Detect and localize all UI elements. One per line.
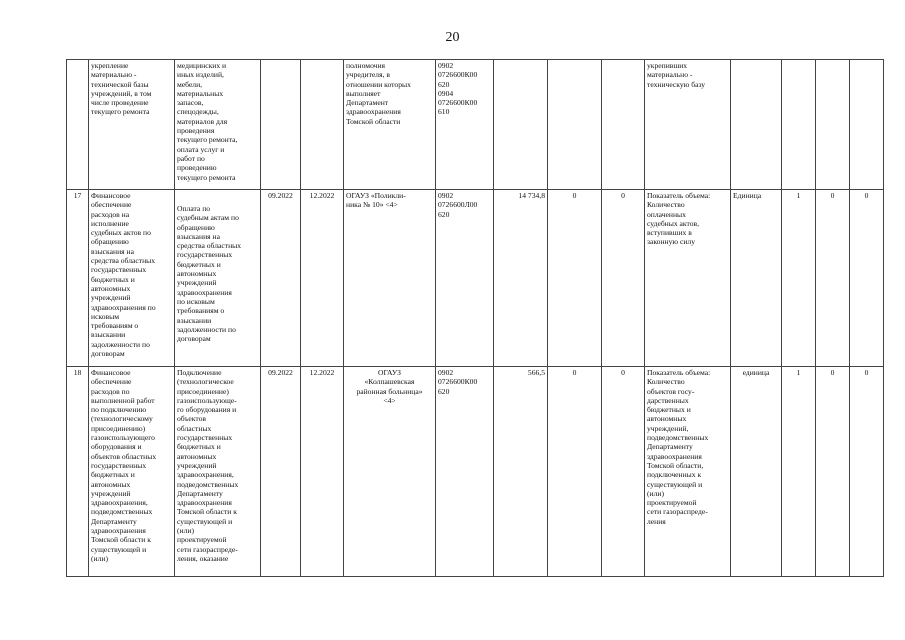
funding-year1-cell: 566,5 (494, 367, 548, 577)
budget-code-cell: 0902 0726600К00 620 0904 0726600К00 610 (436, 60, 494, 190)
indicator-year3-cell: 0 (850, 190, 884, 367)
funding-year1-cell: 14 734,8 (494, 190, 548, 367)
funding-year3-cell: 0 (602, 190, 645, 367)
indicator-year3-cell: 0 (850, 367, 884, 577)
indicator-year2-cell (816, 60, 850, 190)
budget-code-cell: 0902 0726600Л00 620 (436, 190, 494, 367)
funding-year2-cell (548, 60, 602, 190)
indicator-cell: Показатель объема: Количество объектов госу- дарственных бюджетных и автономных учреждений, подведомственных Департаменту здравоохранения Томской области, подключенных к существующей и (или) проектируемой сети газораспреде- ления (645, 367, 731, 577)
activity-description-cell: Подключение (технологическое присоединение) газоиспользующе- го оборудования и объектов областных государственных бюджетных и автономных учреждений здравоохранения, подведомственных Департаменту здравоохранения Томской области к существующей и (или) проектируемой сети газораспреде- ления, оказание (175, 367, 261, 577)
executor-cell: ОГАУЗ «Колпашевская районная больница» <4> (344, 367, 436, 577)
activity-name-cell: укрепление материально - технической базы учреждений, в том числе проведение текущего ремонта (89, 60, 175, 190)
executor-cell: полномочия учредителя, в отношении которых выполняет Департамент здравоохранения Томской области (344, 60, 436, 190)
funding-year2-cell: 0 (548, 190, 602, 367)
funding-year3-cell (602, 60, 645, 190)
indicator-year3-cell (850, 60, 884, 190)
table-row (67, 367, 884, 577)
budget-code-cell: 0902 0726600К00 620 (436, 367, 494, 577)
end-date-cell: 12.2022 (301, 367, 344, 577)
indicator-cell: укрепивших материально - техническую базу (645, 60, 731, 190)
funding-year2-cell: 0 (548, 367, 602, 577)
indicator-year1-cell: 1 (782, 367, 816, 577)
page-number: 20 (445, 30, 460, 45)
start-date-cell: 09.2022 (261, 190, 301, 367)
row-number (67, 60, 89, 190)
activity-description-cell: Оплата по судебным актам по обращению взыскания на средства областных государственных бюджетных и автономных учреждений здравоохранения по исковым требованиям о взыскании задолженности по договорам (175, 190, 261, 367)
indicator-year2-cell: 0 (816, 190, 850, 367)
activity-description-cell: медицинских и иных изделий, мебели, материальных запасов, спецодежды, материалов для проведения текущего ремонта, оплата услуг и работ по проведению текущего ремонта (175, 60, 261, 190)
funding-year1-cell (494, 60, 548, 190)
start-date-cell (261, 60, 301, 190)
activity-name-cell: Финансовое обеспечение расходов на исполнение судебных актов по обращению взыскания на средства областных государственных бюджетных и автономных учреждений здравоохранения по исковым требованиям о взыскании задолженности по договорам (89, 190, 175, 367)
end-date-cell (301, 60, 344, 190)
start-date-cell: 09.2022 (261, 367, 301, 577)
unit-cell: единица (731, 367, 782, 577)
indicator-year1-cell: 1 (782, 190, 816, 367)
program-activities-table (66, 59, 884, 577)
table-row (67, 190, 884, 367)
row-number: 18 (67, 367, 89, 577)
indicator-year1-cell (782, 60, 816, 190)
executor-cell: ОГАУЗ «Поликли- ника № 10» <4> (344, 190, 436, 367)
end-date-cell: 12.2022 (301, 190, 344, 367)
funding-year3-cell: 0 (602, 367, 645, 577)
activity-name-cell: Финансовое обеспечение расходов по выполненной работ по подключению (технологическому присоединению) газоиспользующего оборудования и объектов областных государственных бюджетных и автономных учреждений здравоохранения, подведомственных Департаменту здравоохранения Томской области к существующей и (или) (89, 367, 175, 577)
indicator-year2-cell: 0 (816, 367, 850, 577)
unit-cell: Единица (731, 190, 782, 367)
row-number: 17 (67, 190, 89, 367)
table-row (67, 60, 884, 190)
unit-cell (731, 60, 782, 190)
indicator-cell: Показатель объема: Количество оплаченных судебных актов, вступивших в законную силу (645, 190, 731, 367)
